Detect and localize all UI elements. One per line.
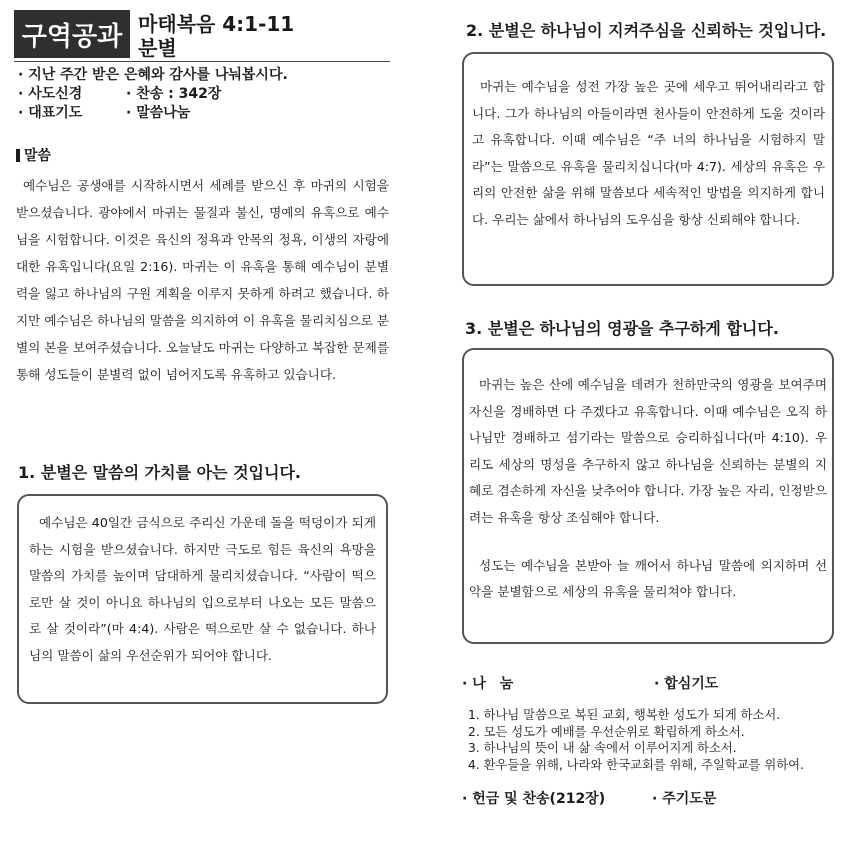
header-divider: [14, 61, 390, 62]
offering-label: · 헌금 및 찬송(212장): [462, 791, 606, 807]
order-word-sharing: · 말씀나눔: [126, 105, 191, 121]
prayer-list: [468, 707, 804, 773]
point3-body: 마귀는 높은 산에 예수님을 데려가 천하만국의 영광을 보여주며 자신을 경배하면 다 주겠다고 유혹합니다. 이때 예수님은 오직 하나님만 경배하고 섬기라는 말씀으로 승리하십니다(마 4:10). 우리도 세상의 명성을 추구하지 않고 하나님을 신뢰하는 분별의 지혜로 겸손하게 자신을 낮추어야 합니다. 가장 높은 자리, 인정받으려는 유혹을 항상 조심해야 합니다.: [469, 377, 827, 525]
order-creed: · 사도신경: [18, 86, 83, 102]
point1-heading: 1. 분별은 말씀의 가치를 아는 것입니다.: [18, 463, 301, 482]
order-gratitude: · 지난 주간 받은 은혜와 감사를 나눠봅시다.: [18, 67, 288, 83]
list-item: 1. 하나님 말씀으로 복된 교회, 행복한 성도가 되게 하소서.: [468, 708, 781, 722]
word-label-text: 말씀: [24, 148, 52, 164]
lesson-title-block: [138, 12, 294, 60]
point2-box: [462, 52, 834, 286]
word-paragraph: 예수님은 공생애를 시작하시면서 세례를 받으신 후 마귀의 시험을 받으셨습니다. 광야에서 마귀는 물질과 불신, 명예의 유혹으로 예수님을 시험합니다. 이것은 육신의 정욕과 안목의 정욕, 이생의 자랑에 대한 유혹입니다(요일 2:16). 마귀는 이 유혹을 통해 예수님이 분별력을 잃고 하나님의 구원 계획을 이루지 못하게 하려고 했습니다. 하지만 예수님은 하나님의 말씀을 의지하여 이 유혹을 물리치심으로 분별의 본을 보여주셨습니다. 오늘날도 마귀는 다양하고 복잡한 문제를 통해 성도들이 분별력 없이 넘어지도록 유혹하고 있습니다.: [16, 178, 389, 382]
point2-body: 마귀는 예수님을 성전 가장 높은 곳에 세우고 뛰어내리라고 합니다. 그가 하나님의 아들이라면 천사들이 안전하게 도울 것이라고 유혹합니다. 이때 예수님은 “주 너의 하나님을 시험하지 말라”는 말씀으로 유혹을 물리치십니다(마 4:7). 세상의 유혹은 우리의 안전한 삶을 위해 말씀보다 세속적인 방법을 의지하게 합니다. 우리는 삶에서 하나님의 도우심을 항상 신뢰해야 합니다.: [472, 79, 825, 227]
point3-heading: 3. 분별은 하나님의 영광을 추구하게 합니다.: [465, 319, 779, 338]
word-section-label: [16, 145, 51, 165]
point2-heading: 2. 분별은 하나님이 지켜주심을 신뢰하는 것입니다.: [466, 21, 827, 40]
point3-box: [462, 348, 834, 644]
list-item: 4. 환우들을 위해, 나라와 한국교회를 위해, 주일학교를 위하여.: [468, 757, 804, 772]
section-marker: [16, 149, 20, 162]
scripture-reference: 마태복음 4:1-11: [138, 12, 295, 36]
point1-body: 예수님은 40일간 금식으로 주리신 가운데 돌을 떡덩이가 되게 하는 시험을 받으셨습니다. 하지만 극도로 힘든 육신의 욕망을 말씀의 가치를 높이며 담대하게 물리치셨습니다. “사람이 떡으로만 살 것이 아니요 하나님의 입으로부터 나오는 모든 말씀으로 살 것이라”(마 4:4). 사람은 떡으로만 살 수 없습니다. 하나님의 말씀이 삶의 우선순위가 되어야 합니다.: [29, 515, 376, 663]
sharing-label: · 나 눔: [462, 676, 514, 692]
order-rep-prayer: · 대표기도: [18, 105, 83, 121]
lesson-title: 분별: [138, 36, 177, 60]
point3-body-2: 성도는 예수님을 본받아 늘 깨어서 하나님 말씀에 의지하며 선악을 분별함으로 세상의 유혹을 물리쳐야 합니다.: [469, 557, 827, 600]
point1-box: [17, 494, 388, 704]
lesson-badge: 구역공과: [14, 10, 130, 58]
list-item: 3. 하나님의 뜻이 내 삶 속에서 이루어지게 하소서.: [468, 741, 737, 755]
list-item: 2. 모든 성도가 예배를 우선순위로 확립하게 하소서.: [468, 724, 745, 739]
unison-prayer-label: · 합심기도: [654, 676, 719, 692]
order-hymn: · 찬송 : 342장: [126, 86, 222, 102]
lords-prayer-label: · 주기도문: [652, 791, 717, 807]
